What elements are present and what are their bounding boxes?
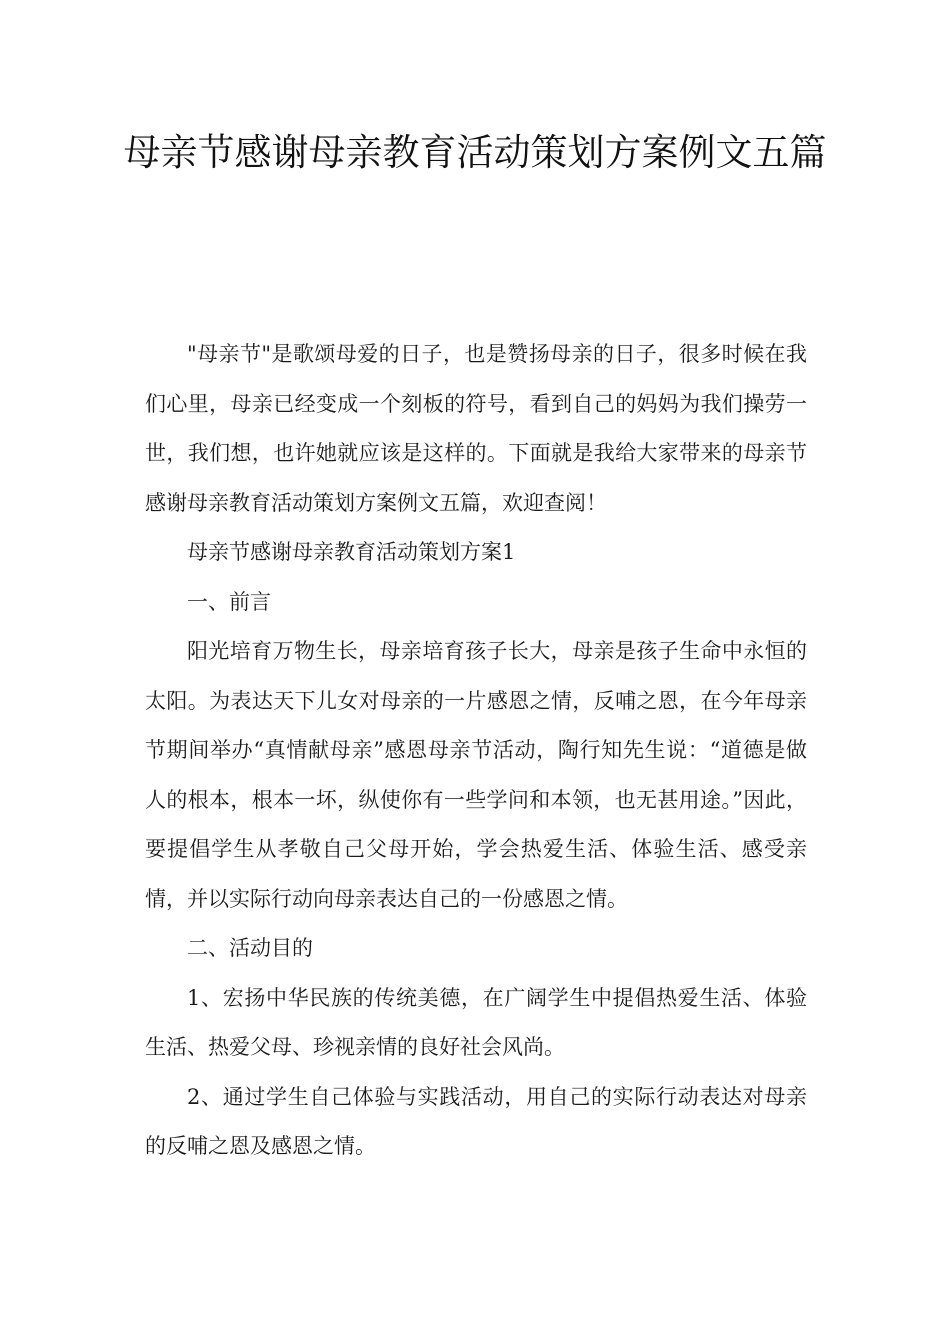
document-body	[145, 330, 807, 1172]
intro-paragraph: "母亲节"是歌颂母爱的日子，也是赞扬母亲的日子，很多时候在我们心里，母亲已经变成一个刻板的符号，看到自己的妈妈为我们操劳一世，我们想，也许她就应该是这样的。下面就是我给大家带来的母亲节感谢母亲教育活动策划方案例文五篇，欢迎查阅！	[145, 342, 807, 515]
preface-paragraph: 阳光培育万物生长，母亲培育孩子长大，母亲是孩子生命中永恒的太阳。为表达天下儿女对母亲的一片感恩之情，反哺之恩，在今年母亲节期间举办“真情献母亲”感恩母亲节活动，陶行知先生说：“道德是做人的根本，根本一坏，纵使你有一些学问和本领，也无甚用途。”因此，要提倡学生从孝敬自己父母开始，学会热爱生活、体验生活、感受亲情，并以实际行动向母亲表达自己的一份感恩之情。	[145, 639, 807, 911]
purpose-item-1: 1、宏扬中华民族的传统美德，在广阔学生中提倡热爱生活、体验生活、热爱父母、珍视亲情的良好社会风尚。	[145, 985, 807, 1059]
purpose-item-2: 2、通过学生自己体验与实践活动，用自己的实际行动表达对母亲的反哺之恩及感恩之情。	[145, 1084, 807, 1158]
section-heading-plan-1: 母亲节感谢母亲教育活动策划方案1	[187, 540, 516, 564]
section-heading-preface: 一、前言	[187, 589, 271, 614]
document-title: 母亲节感谢母亲教育活动策划方案例文五篇	[123, 131, 827, 174]
section-heading-purpose: 二、活动目的	[187, 936, 313, 960]
